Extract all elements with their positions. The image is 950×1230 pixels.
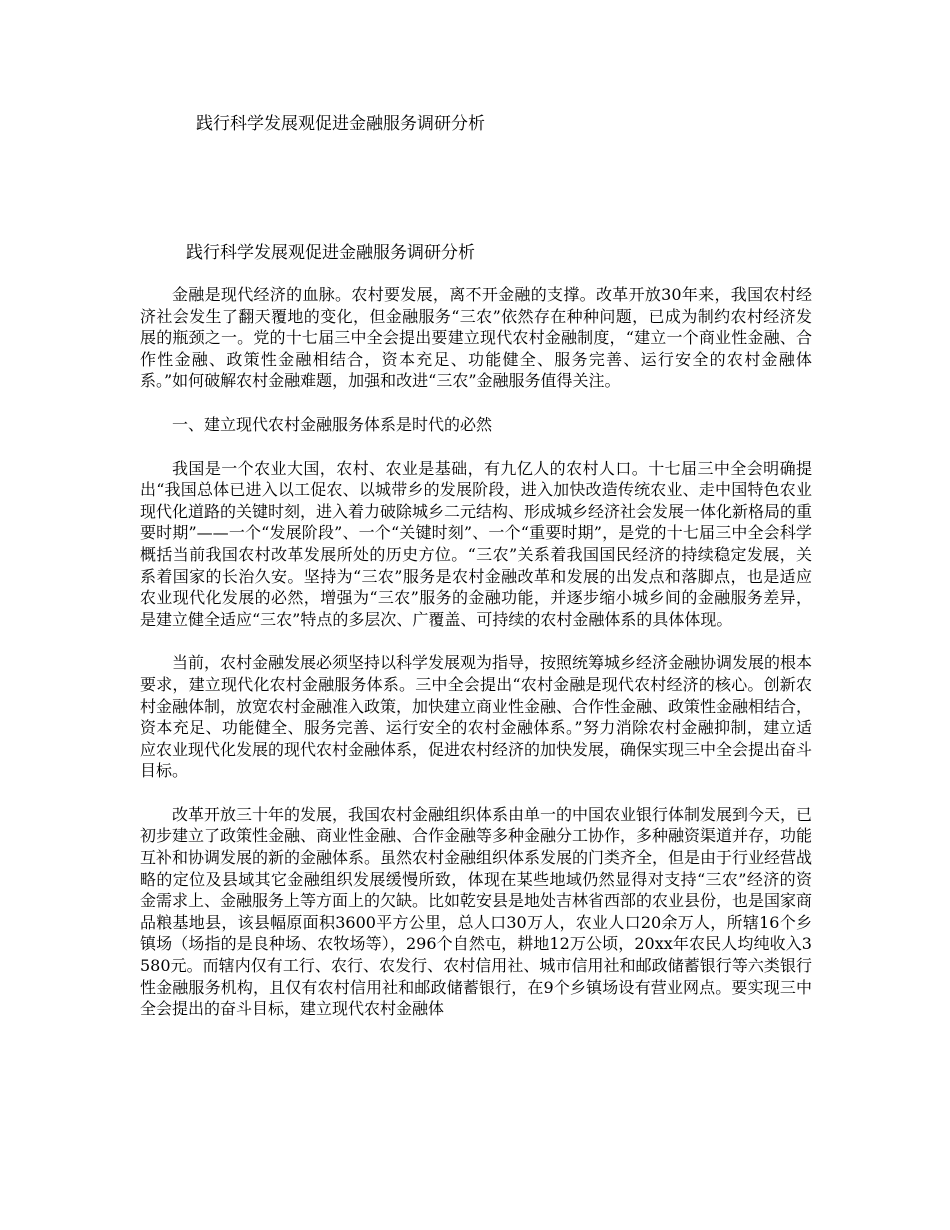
paragraph-background: 我国是一个农业大国，农村、农业是基础，有九亿人的农村人口。十七届三中全会明确提出“我国总体已进入以工促农、以城带乡的发展阶段，进入加快改造传统农业、走中国特色农业现代化道路的关键时刻，进入着力破除城乡二元结构、形成城乡经济社会发展一体化新格局的重要时期”——一个“发展阶段”、一个“关键时刻”、一个“重要时期”，是党的十七届三中全会科学概括当前我国农村改革发展所处的历史方位。“三农”关系着我国国民经济的持续稳定发展，关系着国家的长治久安。坚持为“三农”服务是农村金融改革和发展的出发点和落脚点，也是适应农业现代化发展的必然，增强为“三农”服务的金融功能，并逐步缩小城乡间的金融服务差异，是建立健全适应“三农”特点的多层次、广覆盖、可持续的农村金融体系的具体体现。 — [140, 458, 813, 629]
document-subtitle: 践行科学发展观促进金融服务调研分析 — [186, 243, 475, 263]
document-title: 践行科学发展观促进金融服务调研分析 — [196, 114, 485, 134]
paragraph-reform: 改革开放三十年的发展，我国农村金融组织体系由单一的中国农业银行体制发展到今天，已初步建立了政策性金融、商业性金融、合作金融等多种金融分工协作，多种融资渠道并存，功能互补和协调发展的新的金融体系。虽然农村金融组织体系发展的门类齐全，但是由于行业经营战略的定位及县域其它金融组织发展缓慢所致，体现在某些地域仍然显得对支持“三农”经济的资金需求上、金融服务上等方面上的欠缺。比如乾安县是地处吉林省西部的农业县份，也是国家商品粮基地县，该县幅原面积3600平方公里，总人口30万人，农业人口20余万人，所辖16个乡镇场（场指的是良种场、农牧场等），296个自然屯，耕地12万公顷，20xx年农民人均纯收入3580元。而辖内仅有工行、农行、农发行、农村信用社、城市信用社和邮政储蓄银行等六类银行性金融服务机构，且仅有农村信用社和邮政储蓄银行，在9个乡镇场设有营业网点。要实现三中全会提出的奋斗目标，建立现代农村金融体 — [140, 804, 813, 1019]
document-body — [140, 284, 812, 1042]
paragraph-current: 当前，农村金融发展必须坚持以科学发展观为指导，按照统筹城乡经济金融协调发展的根本要求，建立现代化农村金融服务体系。三中全会提出“农村金融是现代农村经济的核心。创新农村金融体制，放宽农村金融准入政策，加快建立商业性金融、合作性金融、政策性金融相结合，资本充足、功能健全、服务完善、运行安全的农村金融体系。”努力消除农村金融抑制，建立适应农业现代化发展的现代农村金融体系，促进农村经济的加快发展，确保实现三中全会提出奋斗目标。 — [140, 653, 813, 781]
section-heading-1: 一、建立现代农村金融服务体系是时代的必然 — [172, 414, 493, 434]
paragraph-intro: 金融是现代经济的血脉。农村要发展，离不开金融的支撑。改革开放30年来，我国农村经济社会发生了翻天覆地的变化，但金融服务“三农”依然存在种种问题，已成为制约农村经济发展的瓶颈之一。党的十七届三中全会提出要建立现代农村金融制度，“建立一个商业性金融、合作性金融、政策性金融相结合，资本充足、功能健全、服务完善、运行安全的农村金融体系。”如何破解农村金融难题，加强和改进“三农”金融服务值得关注。 — [140, 285, 812, 391]
